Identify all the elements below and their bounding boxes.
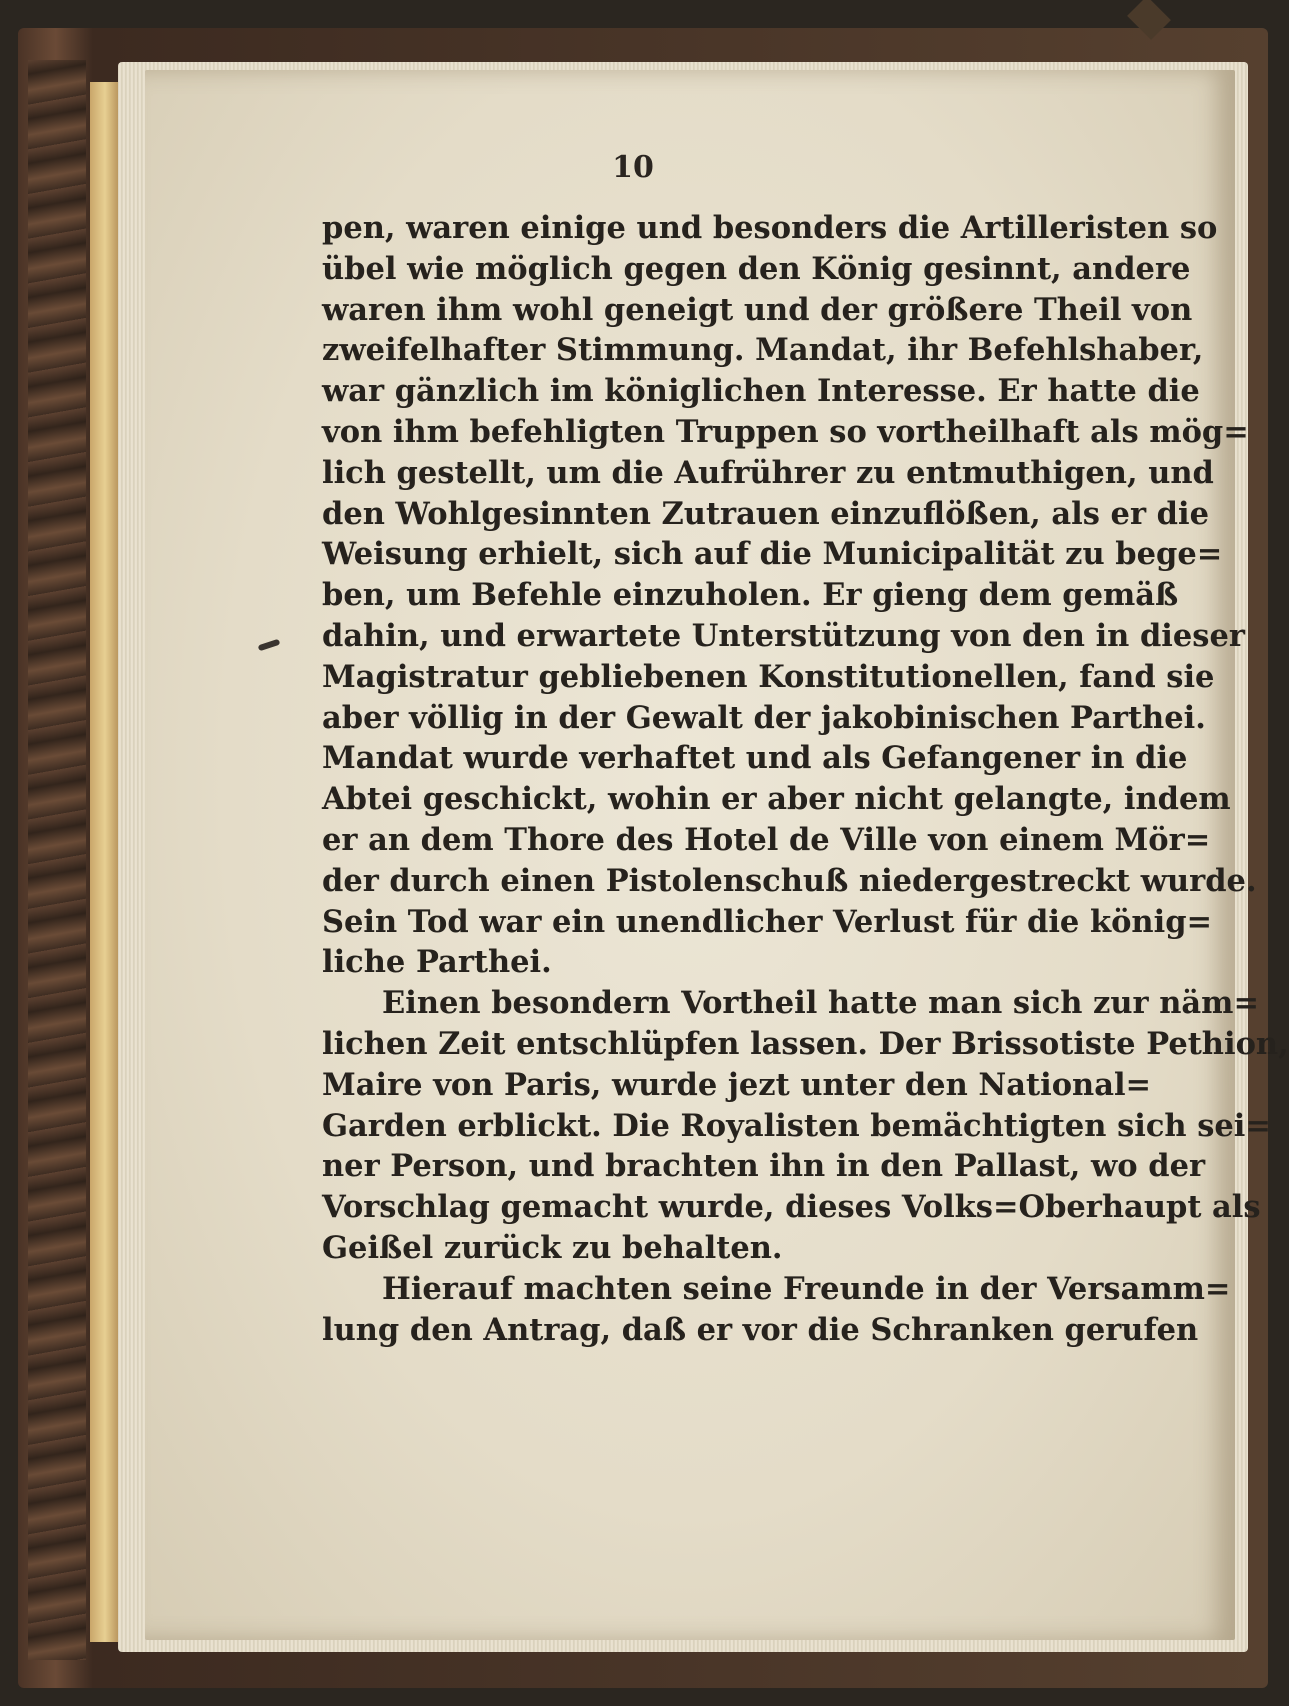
text-line: von ihm befehligten Truppen so vortheilhaft als mög= [322,413,1249,450]
text-line: ner Person, und brachten ihn in den Pallast, wo der [322,1148,1206,1185]
text-line: zweifelhafter Stimmung. Mandat, ihr Befehlshaber, [322,332,1204,369]
page-number: 10 [612,150,654,185]
text-line: Sein Tod war ein unendlicher Verlust für die könig= [322,903,1213,940]
text-line: ben, um Befehle einzuholen. Er gieng dem gemäß [322,577,1179,614]
text-line: Garden erblickt. Die Royalisten bemächtigten sich sei= [322,1107,1271,1144]
text-line: lichen Zeit entschlüpfen lassen. Der Brissotiste Pethion, [322,1025,1289,1062]
text-line: Mandat wurde verhaftet und als Gefangener in die [322,740,1188,777]
text-line: Abtei geschickt, wohin er aber nicht gelangte, indem [322,781,1231,818]
text-line: war gänzlich im königlichen Interesse. Er hatte die [322,373,1200,410]
text-line: aber völlig in der Gewalt der jakobinischen Parthei. [322,699,1206,736]
text-line: waren ihm wohl geneigt und der größere Theil von [322,291,1193,328]
text-line: Magistratur gebliebenen Konstitutionellen, fand sie [322,658,1215,695]
text-line: Einen besondern Vortheil hatte man sich zur näm= [382,985,1259,1022]
text-line: der durch einen Pistolenschuß niedergestreckt wurde. [322,862,1257,899]
text-line: lung den Antrag, daß er vor die Schranken gerufen [322,1311,1199,1348]
text-line: Vorschlag gemacht wurde, dieses Volks=Oberhaupt als [322,1189,1261,1226]
text-line: den Wohlgesinnten Zutrauen einzuflößen, als er die [322,495,1209,532]
text-line: lich gestellt, um die Aufrührer zu entmuthigen, und [322,454,1214,491]
text-line: übel wie möglich gegen den König gesinnt, andere [322,250,1191,287]
text-line: dahin, und erwartete Unterstützung von den in dieser [322,617,1245,654]
text-line: Geißel zurück zu behalten. [322,1229,783,1266]
text-line: liche Parthei. [322,944,552,981]
text-line: Hierauf machten seine Freunde in der Versamm= [382,1270,1231,1307]
marbled-cover-edge [28,60,86,1660]
page-text [322,208,1289,1350]
page-edge-gilt [90,82,120,1642]
text-line: Weisung erhielt, sich auf die Municipalität zu bege= [322,536,1223,573]
text-line: er an dem Thore des Hotel de Ville von einem Mör= [322,821,1211,858]
text-line: pen, waren einige und besonders die Artilleristen so [322,210,1218,246]
text-line: Maire von Paris, wurde jezt unter den National= [322,1066,1152,1103]
